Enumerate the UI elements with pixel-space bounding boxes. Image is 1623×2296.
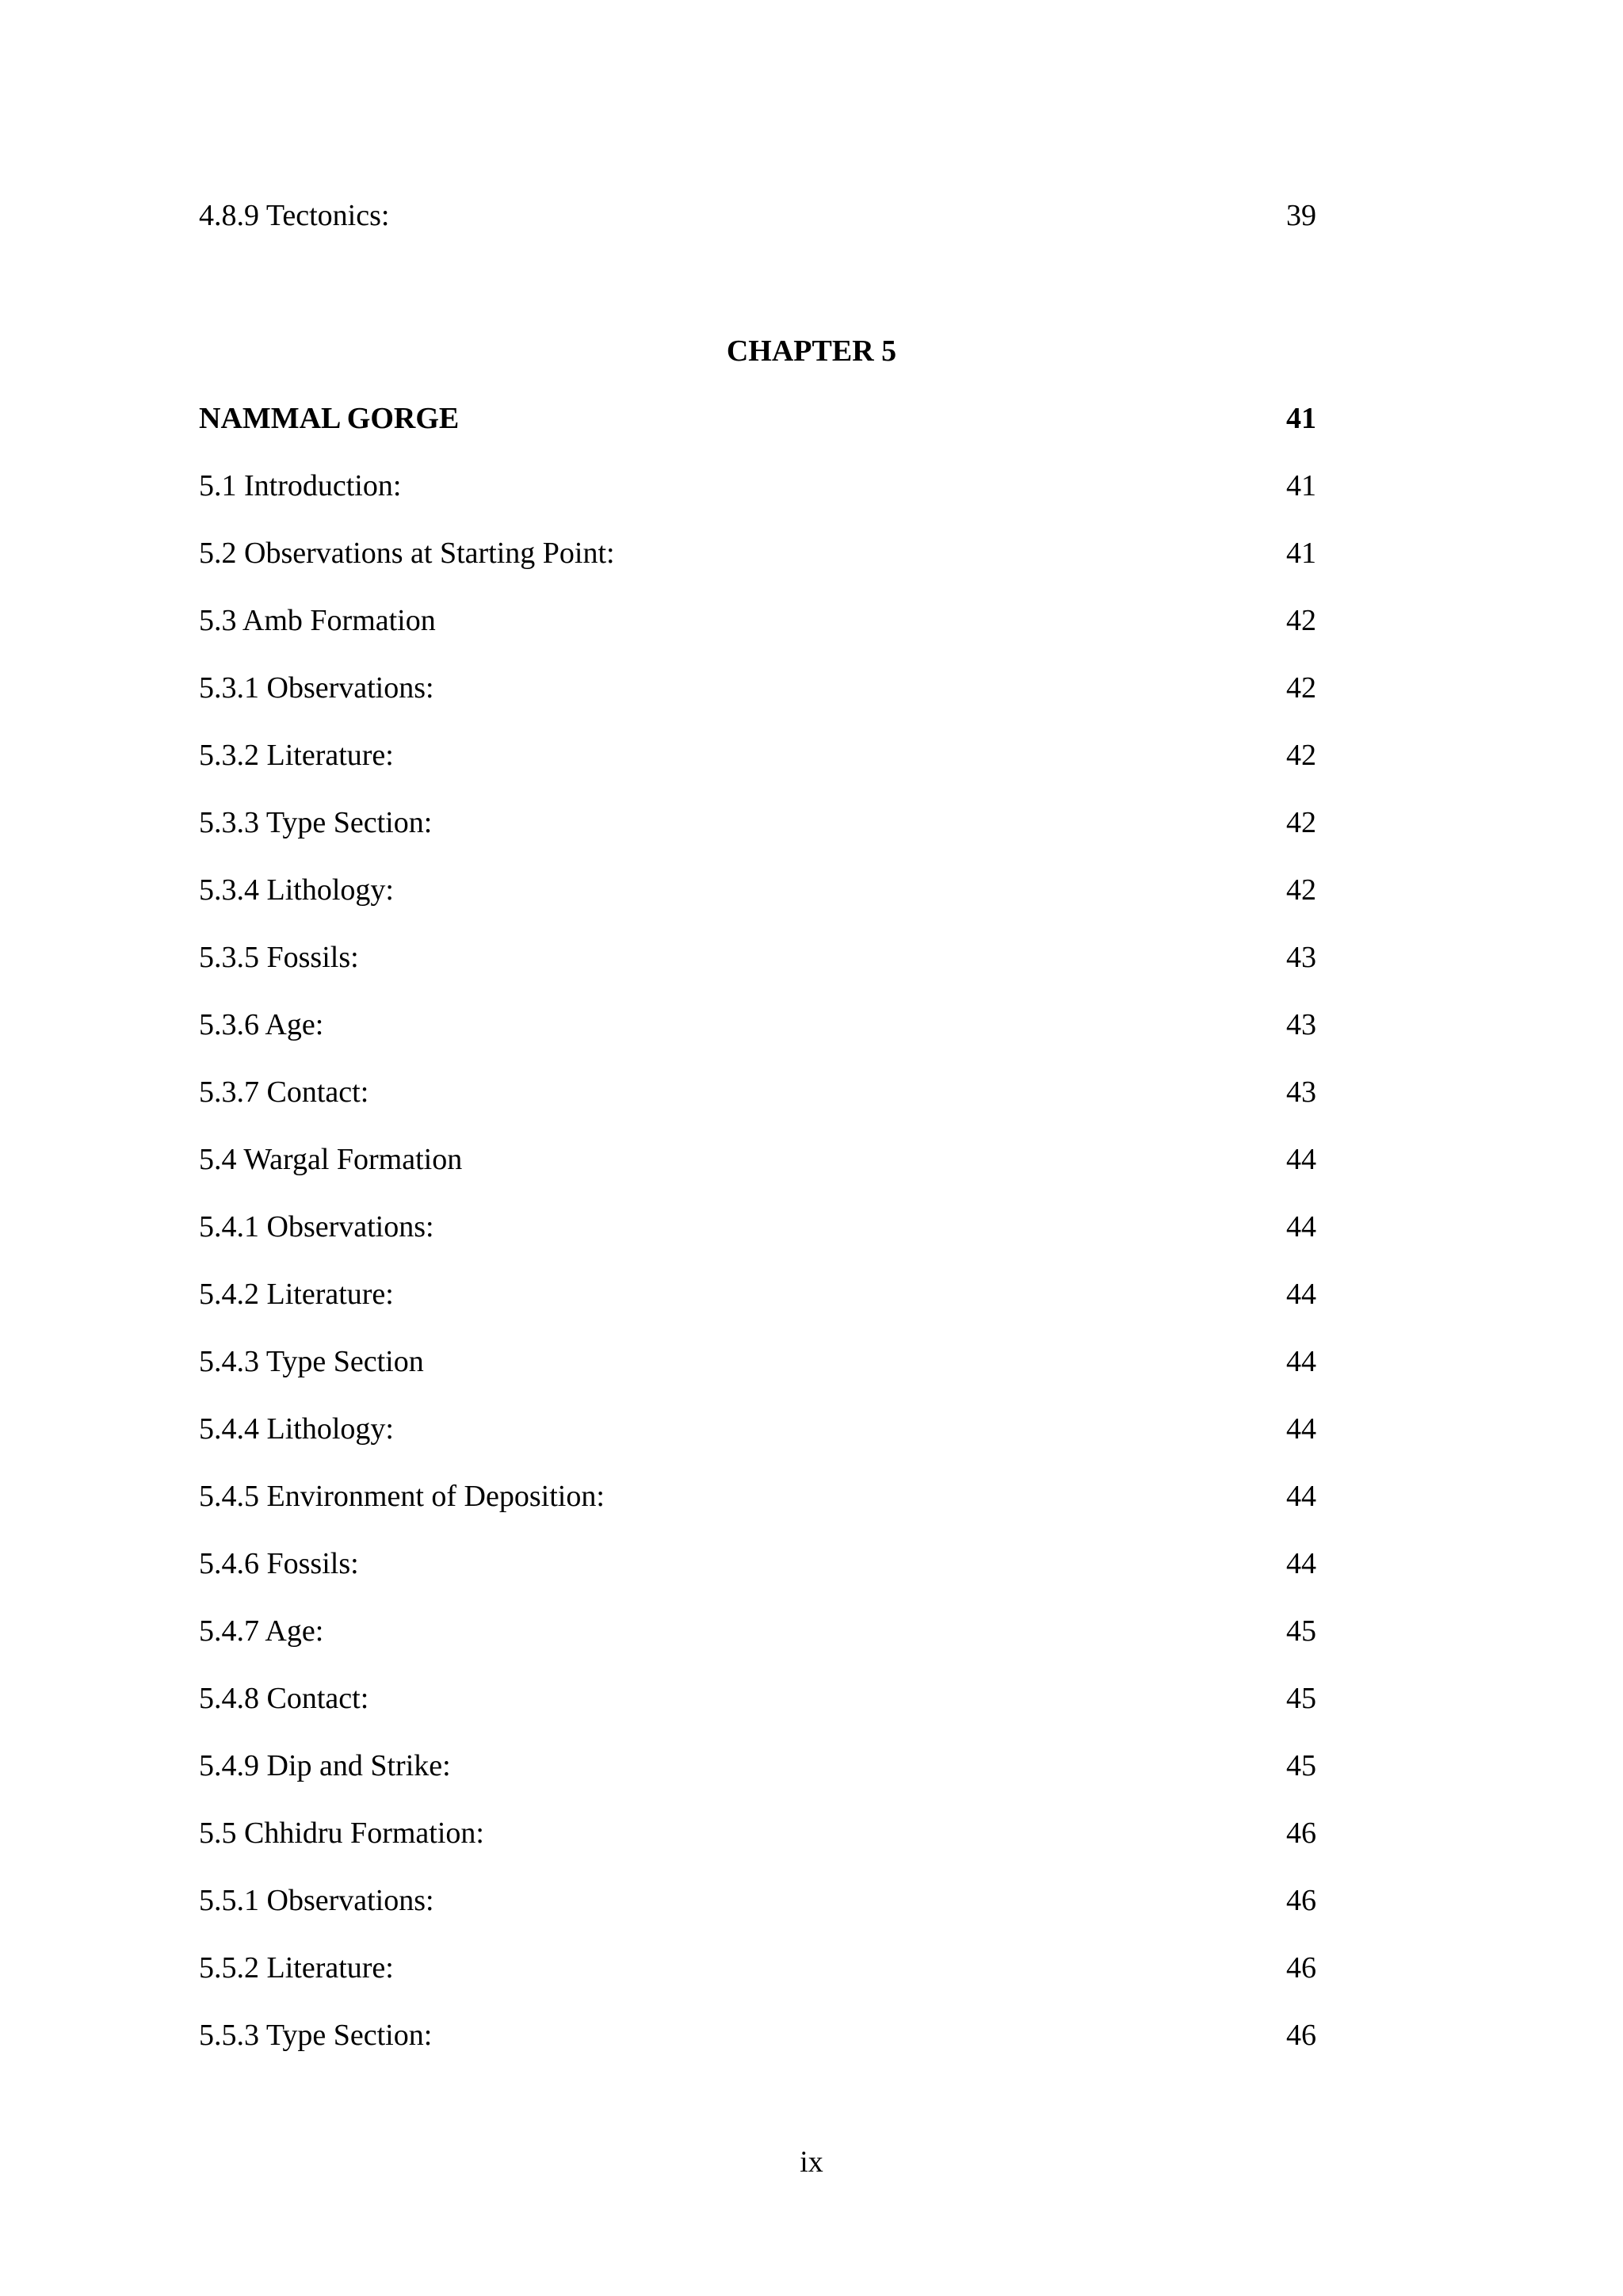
toc-entry-label: 5.4.6 Fossils: <box>199 1547 359 1580</box>
toc-entry-5-4-8 <box>199 1675 1316 1722</box>
toc-entry-label: 5.4.4 Lithology: <box>199 1412 394 1446</box>
toc-entry-label: 5.3.3 Type Section: <box>199 806 433 839</box>
toc-entry-label: 5.4.3 Type Section <box>199 1345 424 1378</box>
toc-entry-page: 41 <box>1286 469 1316 502</box>
chapter-title-page: 41 <box>1286 402 1316 435</box>
toc-entry-page: 44 <box>1286 1480 1316 1513</box>
toc-entry-label: 5.2 Observations at Starting Point: <box>199 537 615 570</box>
toc-entry-page: 45 <box>1286 1682 1316 1715</box>
toc-entry-label: 5.3.2 Literature: <box>199 739 394 772</box>
toc-entry-page: 42 <box>1286 671 1316 705</box>
toc-entry-5-4-5 <box>199 1473 1316 1520</box>
chapter-title-label: NAMMAL GORGE <box>199 402 460 435</box>
toc-entry-label: 5.4.5 Environment of Deposition: <box>199 1480 605 1513</box>
toc-entry-label: 5.3.6 Age: <box>199 1008 324 1041</box>
toc-entry-page: 43 <box>1286 1008 1316 1041</box>
toc-entry-5-3-6 <box>199 1001 1316 1049</box>
toc-entry-5-4-9 <box>199 1742 1316 1790</box>
toc-entry-5-5 <box>199 1809 1316 1857</box>
toc-entry-page: 44 <box>1286 1278 1316 1311</box>
toc-entry-label: 5.4.7 Age: <box>199 1614 324 1648</box>
toc-entry-page: 46 <box>1286 1951 1316 1985</box>
toc-entry-page: 42 <box>1286 873 1316 907</box>
toc-entry-label: 5.3 Amb Formation <box>199 604 436 637</box>
toc-entry-5-4-6 <box>199 1540 1316 1587</box>
toc-entry-5-5-2 <box>199 1944 1316 1992</box>
toc-entry-page: 42 <box>1286 806 1316 839</box>
toc-entry-label: 5.3.7 Contact: <box>199 1075 369 1109</box>
toc-entry-5-4 <box>199 1136 1316 1183</box>
toc-entry-5-4-4 <box>199 1405 1316 1453</box>
toc-entry-label: 5.3.1 Observations: <box>199 671 434 705</box>
toc-entry-page: 46 <box>1286 1884 1316 1917</box>
toc-entry-label: 5.5.3 Type Section: <box>199 2019 433 2052</box>
toc-entry-5-3-2 <box>199 732 1316 779</box>
toc-entry-page: 45 <box>1286 1614 1316 1648</box>
toc-entry-5-2 <box>199 529 1316 577</box>
toc-entry-page: 39 <box>1286 199 1316 232</box>
toc-entry-label: 5.1 Introduction: <box>199 469 402 502</box>
toc-entry-label: 4.8.9 Tectonics: <box>199 199 390 232</box>
toc-entry-label: 5.4.2 Literature: <box>199 1278 394 1311</box>
toc-entry-label: 5.4 Wargal Formation <box>199 1143 463 1176</box>
toc-entry-5-4-1 <box>199 1203 1316 1251</box>
chapter-heading: CHAPTER 5 <box>726 334 897 368</box>
toc-entry-page: 46 <box>1286 1817 1316 1850</box>
toc-entry-page: 43 <box>1286 1075 1316 1109</box>
toc-entry-page: 42 <box>1286 739 1316 772</box>
toc-entry-5-4-2 <box>199 1270 1316 1318</box>
toc-entry-label: 5.4.8 Contact: <box>199 1682 369 1715</box>
toc-entry-5-3-4 <box>199 866 1316 914</box>
toc-entry-page: 42 <box>1286 604 1316 637</box>
toc-entry-page: 45 <box>1286 1749 1316 1782</box>
toc-entry-5-4-7 <box>199 1607 1316 1655</box>
toc-entry-page: 43 <box>1286 941 1316 974</box>
toc-entry-5-3-1 <box>199 664 1316 712</box>
toc-entry-page: 44 <box>1286 1143 1316 1176</box>
toc-entry-5-3-7 <box>199 1068 1316 1116</box>
toc-entry-5-5-1 <box>199 1877 1316 1924</box>
toc-entry-label: 5.5.2 Literature: <box>199 1951 394 1985</box>
toc-entry-page: 41 <box>1286 537 1316 570</box>
page-number: ix <box>800 2145 823 2179</box>
toc-entry-page: 44 <box>1286 1412 1316 1446</box>
toc-entry-5-1 <box>199 462 1316 510</box>
toc-entry-label: 5.5 Chhidru Formation: <box>199 1817 484 1850</box>
toc-entry-page: 44 <box>1286 1345 1316 1378</box>
toc-entry-page: 44 <box>1286 1210 1316 1244</box>
toc-entry-5-3 <box>199 597 1316 644</box>
toc-entry-page: 46 <box>1286 2019 1316 2052</box>
toc-entry-5-3-3 <box>199 799 1316 846</box>
toc-entry-label: 5.4.9 Dip and Strike: <box>199 1749 451 1782</box>
toc-entry-5-5-3 <box>199 2011 1316 2059</box>
toc-entry-5-4-3 <box>199 1338 1316 1385</box>
toc-entry-label: 5.3.5 Fossils: <box>199 941 359 974</box>
toc-entry-label: 5.3.4 Lithology: <box>199 873 394 907</box>
toc-entry-4-8-9 <box>199 192 1316 239</box>
toc-entry-label: 5.4.1 Observations: <box>199 1210 434 1244</box>
toc-chapter-title <box>199 395 1316 442</box>
toc-entry-label: 5.5.1 Observations: <box>199 1884 434 1917</box>
toc-entry-page: 44 <box>1286 1547 1316 1580</box>
toc-entry-5-3-5 <box>199 934 1316 981</box>
